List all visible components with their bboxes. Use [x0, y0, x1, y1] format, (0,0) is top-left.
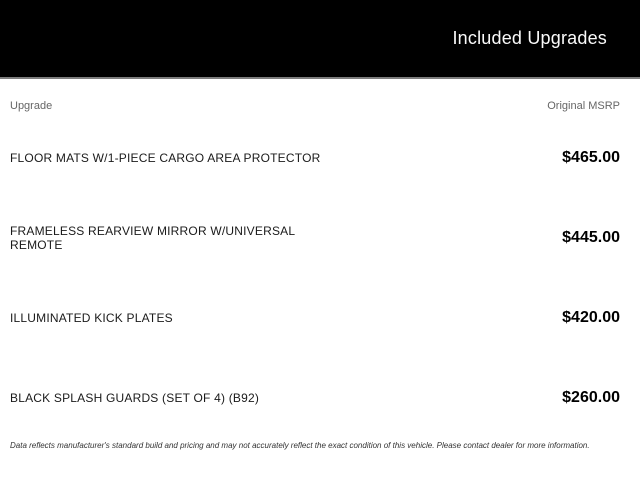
upgrade-price: $260.00 — [562, 389, 620, 406]
table-row — [10, 278, 620, 358]
page-title: Included Upgrades — [452, 28, 607, 48]
upgrade-label: FLOOR MATS W/1-PIECE CARGO AREA PROTECTOR — [10, 150, 321, 165]
upgrade-label: FRAMELESS REARVIEW MIRROR W/UNIVERSAL REMOTE — [10, 223, 295, 252]
disclaimer-text: Data reflects manufacturer's standard build and pricing and may not accurately reflect the exact condition of this vehicle. Please contact dealer for more information. — [10, 441, 590, 450]
upgrade-price: $445.00 — [562, 229, 620, 246]
table-row — [10, 118, 620, 198]
upgrade-label: ILLUMINATED KICK PLATES — [10, 310, 173, 325]
upgrades-table — [0, 100, 640, 450]
column-header-original-msrp: Original MSRP — [547, 100, 620, 112]
panel-header — [0, 0, 640, 79]
upgrade-price: $465.00 — [562, 149, 620, 166]
table-rows — [10, 118, 620, 438]
table-row — [10, 358, 620, 438]
table-row — [10, 198, 620, 278]
upgrade-price: $420.00 — [562, 309, 620, 326]
upgrade-label: BLACK SPLASH GUARDS (SET OF 4) (B92) — [10, 390, 260, 405]
column-header-upgrade: Upgrade — [10, 100, 53, 112]
table-column-headers — [10, 100, 620, 112]
